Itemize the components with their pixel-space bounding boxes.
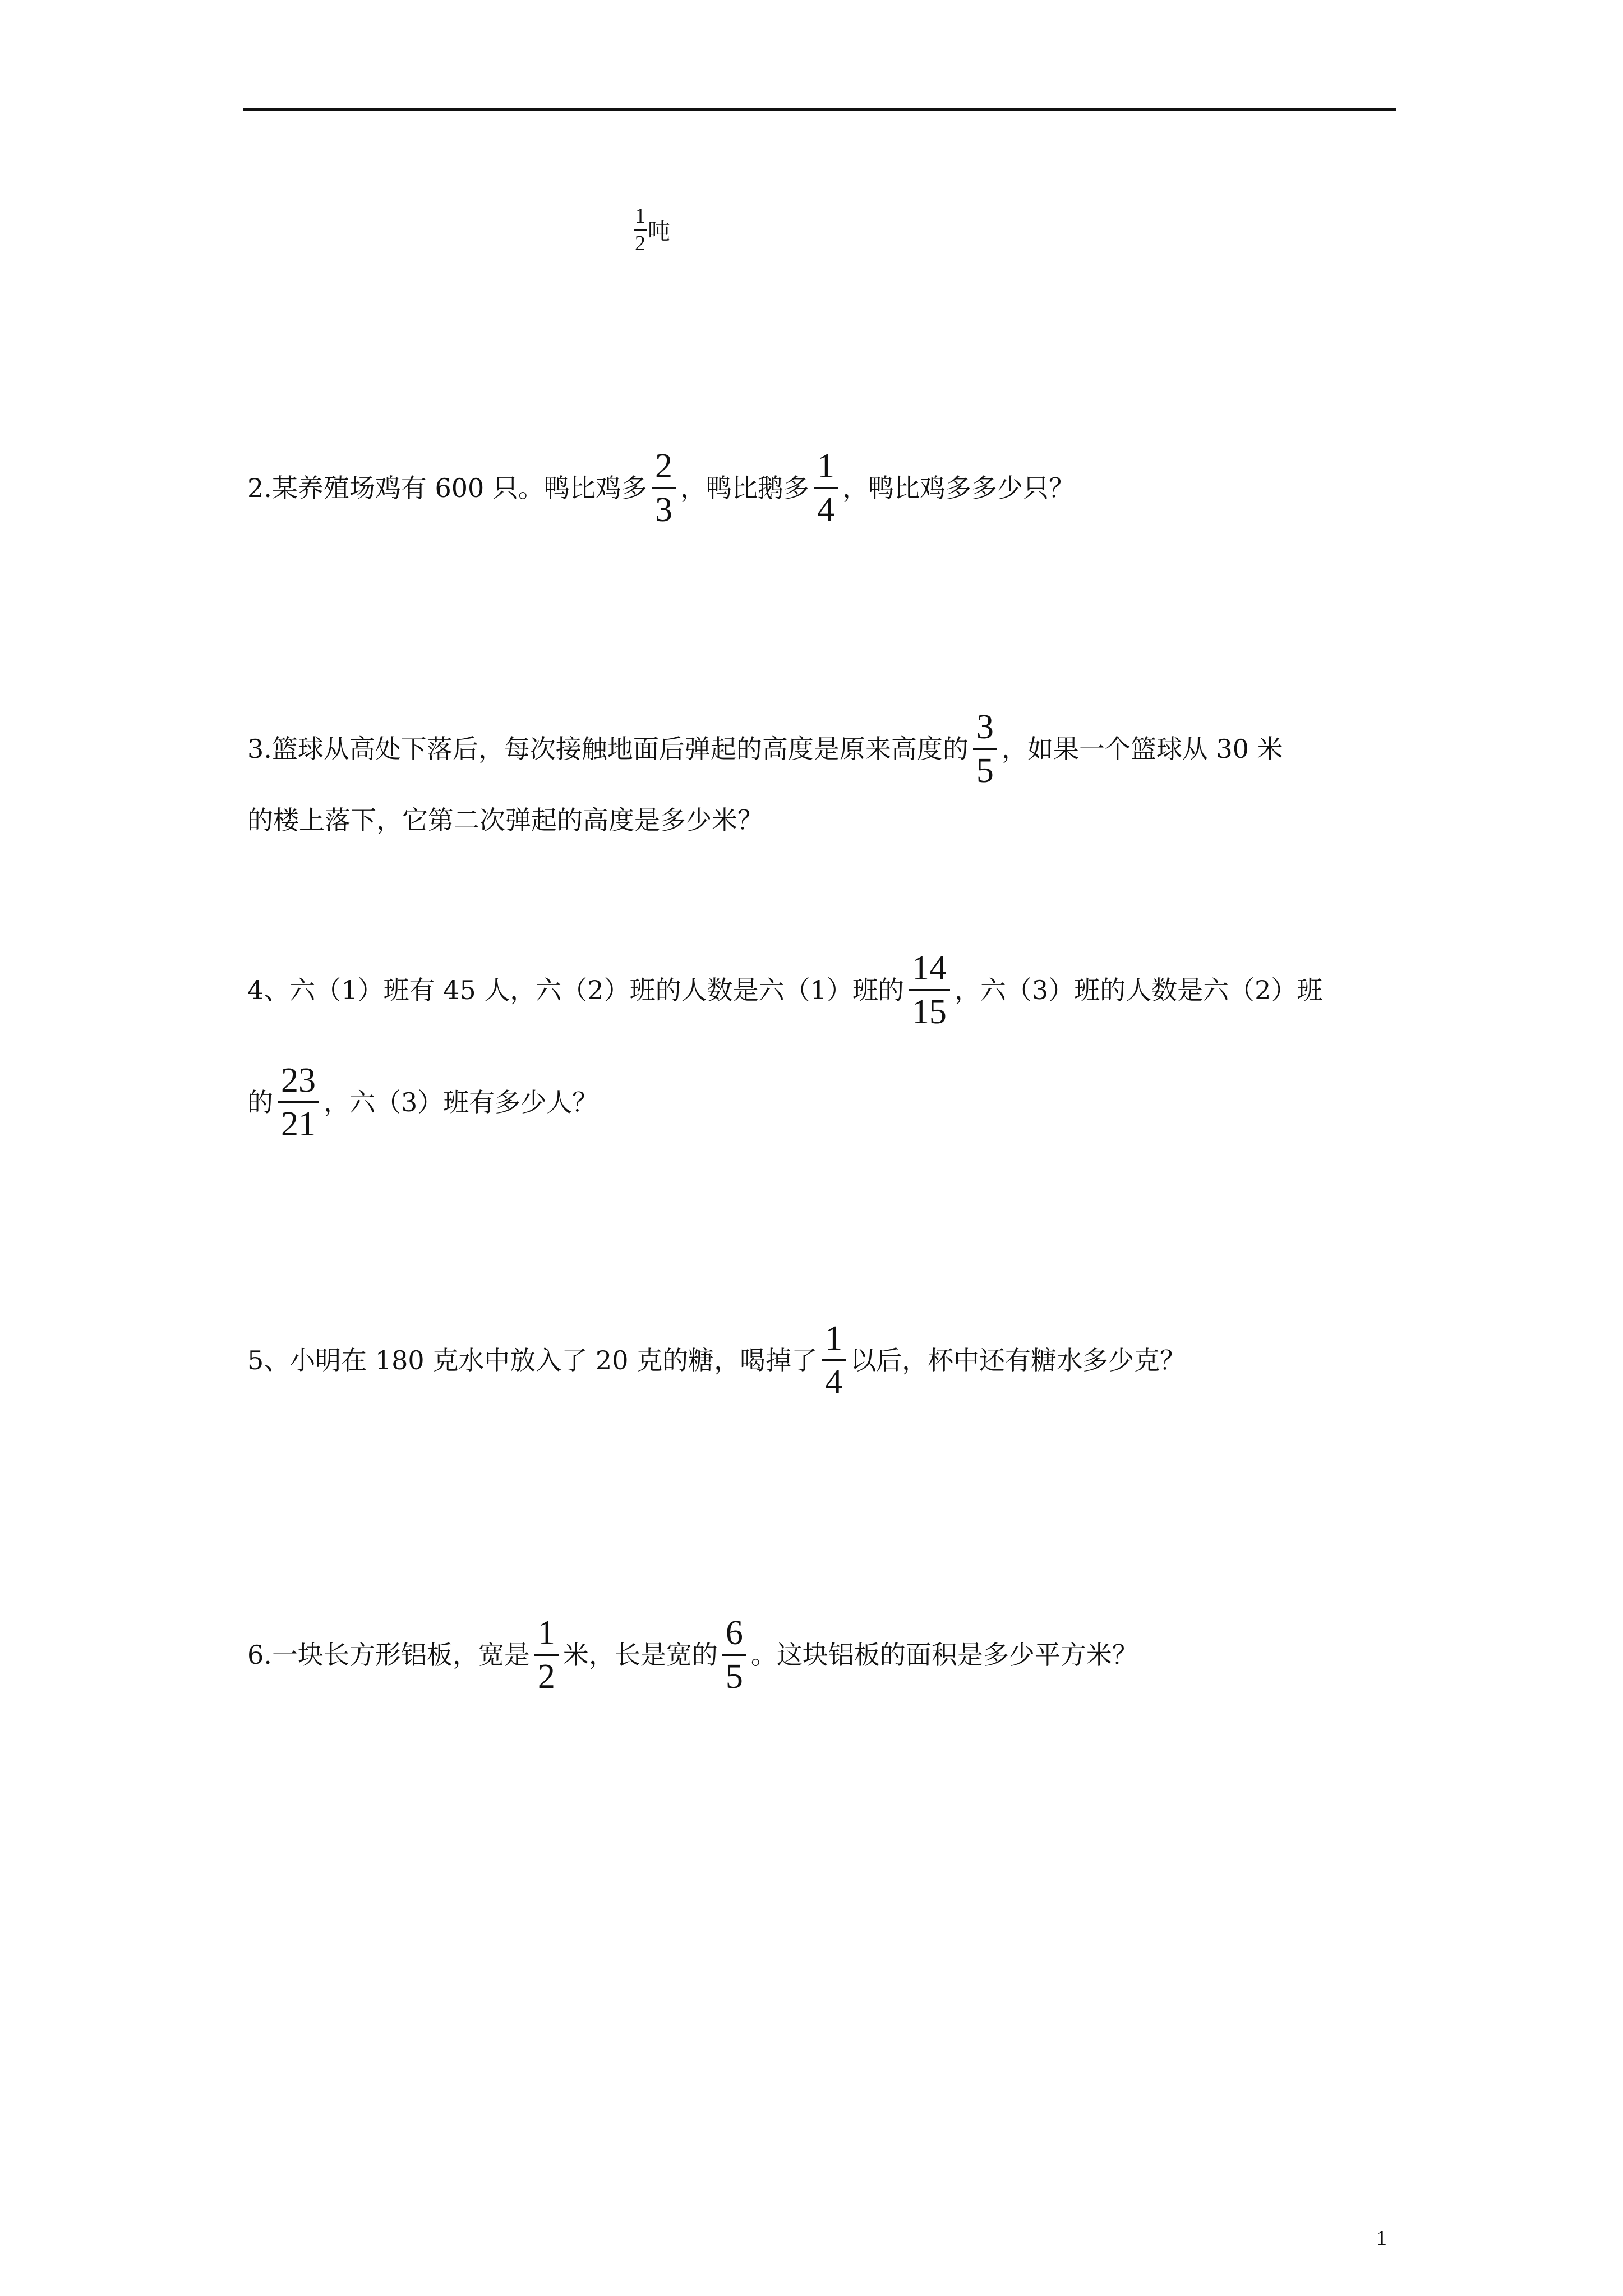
question-5: 5、小明在 180 克水中放入了 20 克的糖，喝掉了 $\frac{1}{4}$ 以后，杯中还有糖水多少克？ — [247, 1319, 1186, 1401]
fraction: $\frac{3}{5}$ — [973, 710, 997, 788]
fraction: $\frac{23}{21}$ — [278, 1063, 319, 1142]
question-4-line-2: 的 $\frac{23}{21}$ ，六（3）班有多少人？ — [247, 1061, 598, 1143]
answer-fragment — [634, 205, 670, 255]
fraction: $\frac{1}{2}$ — [534, 1616, 559, 1694]
question-4-line-1: 4、六（1）班有 45 人，六（2）班的人数是六（1）班的 $\frac{14}{15}$ ，六（3）班的人数是六（2）班 — [247, 949, 1323, 1031]
fraction: $\frac{1}{2}$ — [635, 204, 645, 255]
unit-text: 吨 — [648, 219, 670, 245]
question-6: 6.一块长方形铝板，宽是 $\frac{1}{2}$ 米，长是宽的 $\frac{6}{5}$ 。这块铝板的面积是多少平方米？ — [247, 1614, 1138, 1696]
question-3-line-1: 3.篮球从高处下落后，每次接触地面后弹起的高度是原来高度的 $\frac{3}{5}$ ，如果一个篮球从 30 米 — [247, 708, 1283, 790]
question-2: 2.某养殖场鸡有 600 只。鸭比鸡多 $\frac{2}{3}$ ，鸭比鹅多 $\frac{1}{4}$ ，鸭比鸡多多少只？ — [247, 447, 1075, 529]
header-rule — [243, 108, 1396, 111]
fraction: $\frac{2}{3}$ — [652, 449, 676, 527]
fraction: $\frac{1}{4}$ — [814, 449, 838, 527]
question-3-line-2: 的楼上落下，它第二次弹起的高度是多少米？ — [247, 805, 763, 835]
page-number: 1 — [1376, 2226, 1387, 2250]
fraction: $\frac{1}{4}$ — [822, 1321, 846, 1400]
fraction: $\frac{6}{5}$ — [722, 1616, 746, 1694]
fraction: $\frac{14}{15}$ — [909, 951, 950, 1029]
